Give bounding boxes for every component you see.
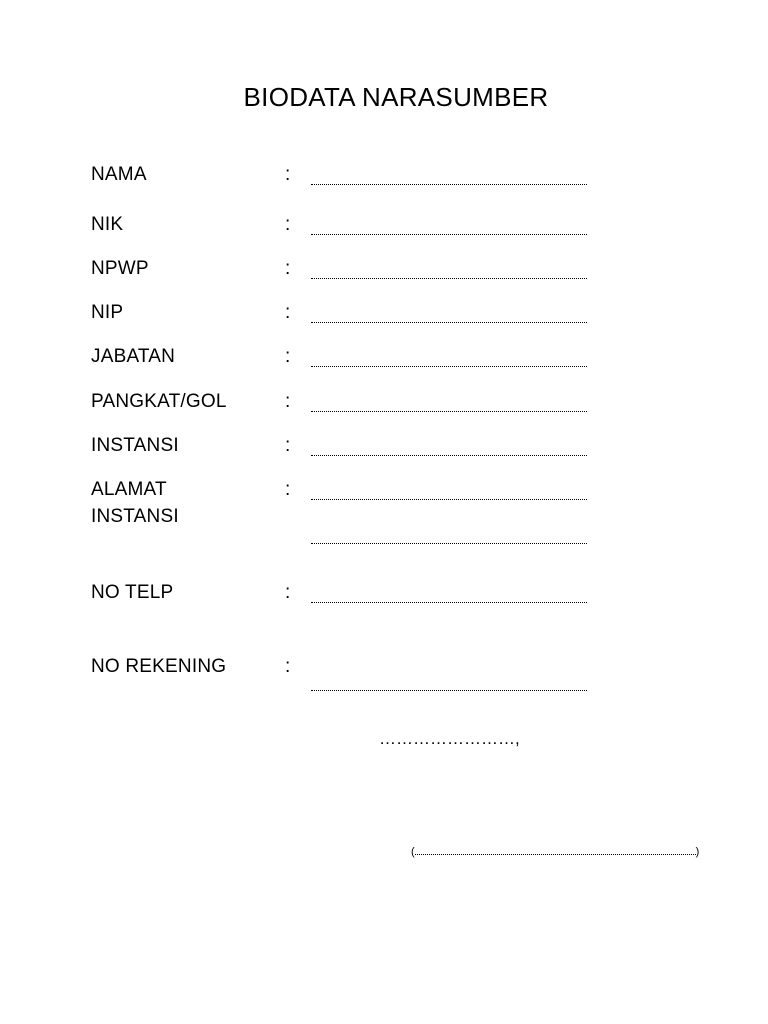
field-colon: :: [285, 656, 291, 677]
signature-open-paren: (: [411, 846, 415, 858]
field-blank-alamat-instansi-1[interactable]: [311, 499, 587, 500]
field-label-line: ALAMAT: [91, 479, 167, 500]
field-blank-jabatan[interactable]: [311, 366, 587, 367]
field-label-jabatan: JABATAN: [91, 346, 176, 367]
field-colon: :: [285, 214, 291, 235]
signature-close-paren: ): [695, 846, 700, 858]
field-blank-nama[interactable]: [311, 184, 587, 185]
field-label-nip: NIP: [91, 302, 124, 323]
field-blank-nip[interactable]: [311, 322, 587, 323]
place-date-line: ……………………,: [379, 729, 520, 748]
field-colon: :: [285, 346, 291, 367]
field-blank-no-telp[interactable]: [311, 602, 587, 603]
field-blank-nik[interactable]: [311, 234, 587, 235]
field-blank-instansi[interactable]: [311, 455, 587, 456]
field-blank-no-rekening[interactable]: [311, 690, 587, 691]
field-label-nama: NAMA: [91, 164, 147, 185]
field-label-nik: NIK: [91, 214, 124, 235]
signature-line: [411, 846, 699, 858]
signature-blank[interactable]: [415, 854, 696, 855]
field-label-alamat-instansi: [91, 476, 179, 530]
field-label-pangkat-gol: PANGKAT/GOL: [91, 391, 227, 412]
field-colon: :: [285, 258, 291, 279]
field-blank-pangkat-gol[interactable]: [311, 411, 587, 412]
field-colon: :: [285, 435, 291, 456]
field-blank-npwp[interactable]: [311, 278, 587, 279]
field-colon: :: [285, 391, 291, 412]
field-colon: :: [285, 582, 291, 603]
field-label-instansi: INSTANSI: [91, 435, 179, 456]
field-blank-alamat-instansi-2[interactable]: [311, 543, 587, 544]
field-colon: :: [285, 164, 291, 185]
document-title: BIODATA NARASUMBER: [243, 82, 549, 112]
field-label-line: INSTANSI: [91, 506, 179, 527]
field-colon: :: [285, 302, 291, 323]
field-label-no-telp: NO TELP: [91, 582, 174, 603]
field-colon: :: [285, 479, 291, 500]
field-label-no-rekening: NO REKENING: [91, 656, 227, 677]
field-label-npwp: NPWP: [91, 258, 149, 279]
